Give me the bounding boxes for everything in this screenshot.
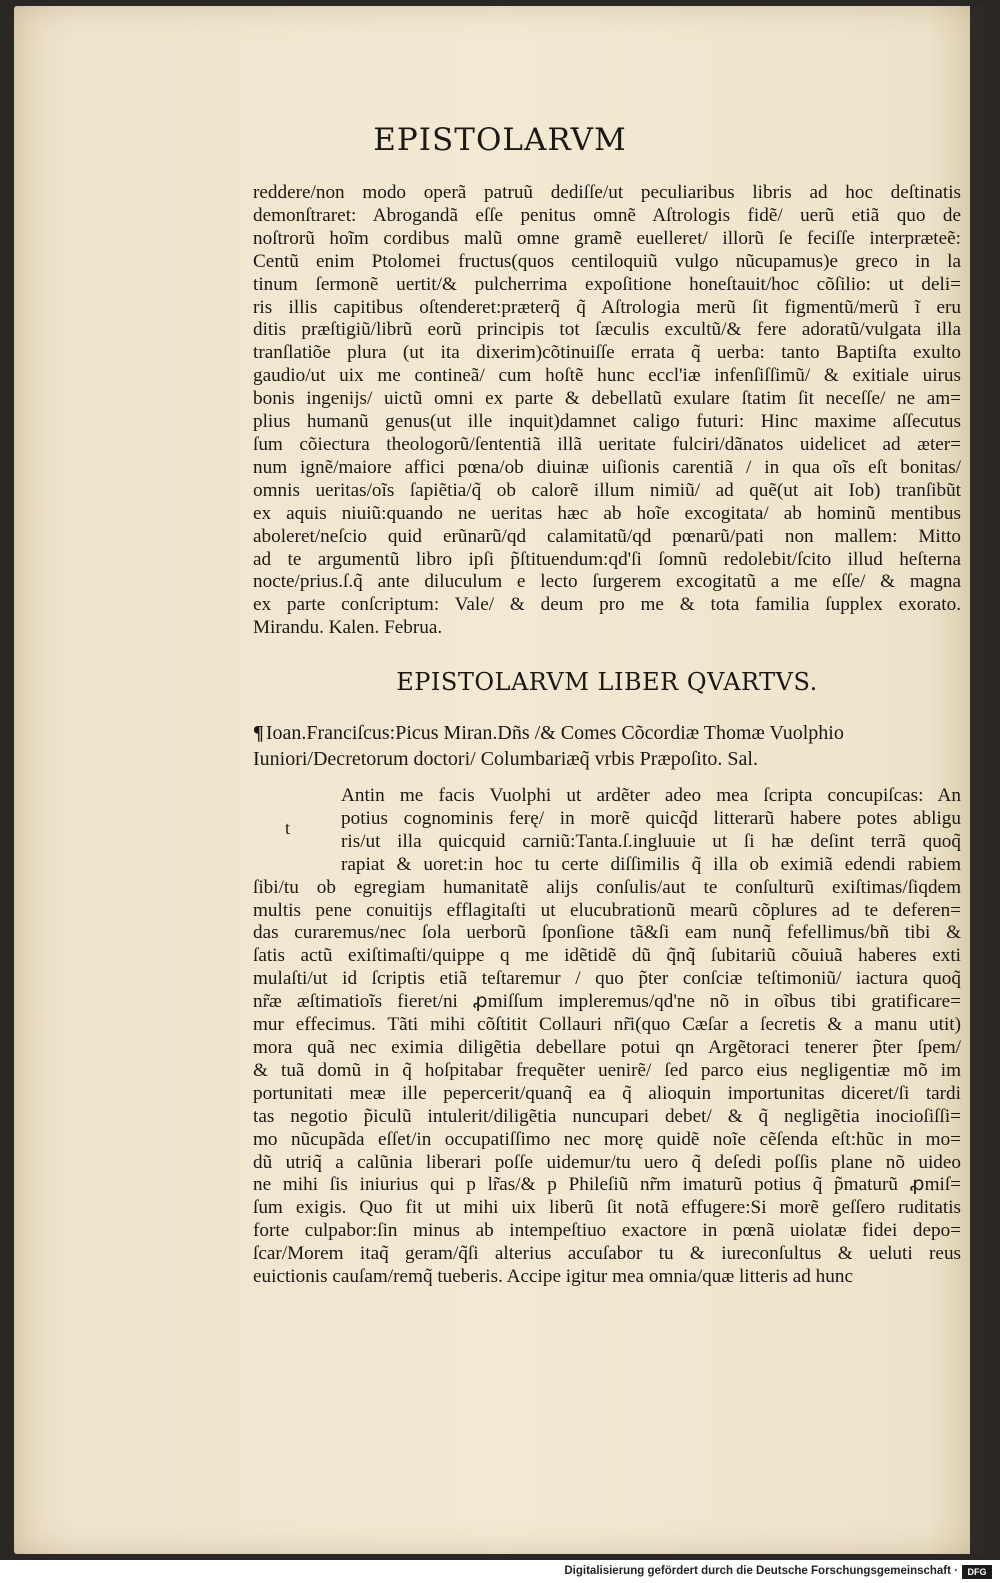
text-line: dũ utriq̃ a calũnia liberari poſſe uidemur/tu uero q̃ deſedi poſſis plane nõ uideo <box>253 1151 961 1173</box>
address-line-1 <box>253 720 961 746</box>
text-line: ſatis actũ exiſtimaſti/quippe q me idẽtidẽ dũ q̃nq̃ ſubitariũ cõuiuã haberes exti <box>253 945 961 967</box>
text-line: demonſtraret: Abrogandã eſſe penitus omnẽ Aſtrologis fidẽ/ uerũ etiã quo de <box>253 204 961 226</box>
text-line: Mirandu. Kalen. Februa. <box>253 617 443 639</box>
text-line: Centũ enim Ptolomei fructus(quos centiloquiũ vulgo nũcupamus)e greco in la <box>253 250 961 272</box>
text-line: mo nũcupãda eſſet/in occupatiſſimo nec morę quidẽ noĩe cẽſenda eſt:hũc in mo= <box>253 1128 961 1150</box>
text-line: multis pene conuitijs efflagitaſti ut elucubrationũ mearũ cõplures ad te deferen= <box>253 899 961 921</box>
text-line: num ignẽ/maiore affici pœna/ob diuinæ uiſionis carentiã / in qua oĩs eſt bonitas/ <box>253 456 961 478</box>
text-line: ne mihi ſis iniurius qui p lr̃as/& p Phileſiũ nr̃m imaturũ potius q̃ p̃maturũ ꝓmiſ= <box>253 1174 961 1196</box>
text-line: ſum cõiectura theologorũ/ſententiã illã ueritate fulciri/dãnatos uidelicet ad æter= <box>253 433 961 455</box>
text-line: portunitati meæ ille pepercerit/quanq̃ ea q̃ alioquin importunitas diceret/ſi tardi <box>253 1082 961 1104</box>
book-heading: EPISTOLARVM LIBER QVARTVS. <box>396 668 818 696</box>
text-line: ditis præſtigiũ/librũ eorũ principis tot ſæculis excultũ/& fere adoratũ/vulgata illa <box>253 319 961 341</box>
text-line: mur effecimus. Tãti mihi cõſtitit Collauri nr̃i(quo Cæſar a ſecretis & a manu utit) <box>253 1014 961 1036</box>
letter-address <box>253 720 961 772</box>
text-line: mora quã nec eximia diligẽtia debellare potui qn Argẽtoraci tenerer p̃ter ſpem/ <box>253 1036 961 1058</box>
text-line: tas negotio p̃iculũ intulerit/diligẽtia nuncupari debet/ & q̃ negligẽtia inocioſiſſi= <box>253 1105 961 1127</box>
text-line: ris illis capitibus oſtenderet:præterq̃ q̃ Aſtrologia merũ ſit figmentũ/merũ ĩ eru <box>253 296 961 318</box>
text-line: ſum exigis. Quo fit ut mihi uix liberũ ſit notã effugere:Si morẽ geſſero ruditatis <box>253 1197 961 1219</box>
text-line: bonis ingenijs/ uictũ omni ex parte & debellatũ exulare ſtatim ſit neceſſe/ ne am= <box>253 388 961 410</box>
dfg-logo-icon: DFG <box>962 1565 992 1579</box>
text-line: noſtrorũ hoĩm cordibus malũ omne gramẽ euelleret/ illorũ ſe feciſſe interpræteẽ: <box>253 227 961 249</box>
address-line-1-text: Ioan.Franciſcus:Picus Miran.Dñs /& Comes Cõcordiæ Thomæ Vuolphio <box>265 722 844 744</box>
text-line: ſcar/Morem itaq̃ geram/q̃ſi alterius accuſabor tu & iureconſultus & ueluti reus <box>253 1243 961 1265</box>
running-head: EPISTOLARVM <box>373 122 627 158</box>
text-line: das curaremus/nec ſola uerborũ ſponſione tã&ſi eam nunq̃ fefellimus/bñ tibi & <box>253 922 961 944</box>
text-line: tranſlatiõe plura (ut ita dixerim)cõtinuiſſe errata q̃ uerba: tanto Baptiſta exulto <box>253 342 961 364</box>
text-line: nr̃æ æſtimatioĩs fieret/ni ꝓmiſſum impleremus/qd'ne nõ in oĩbus tibi gratificare= <box>253 991 961 1013</box>
page-edge <box>970 6 984 1554</box>
pilcrow-icon: ¶ <box>253 722 264 744</box>
text-line: aboleret/neſcio quid erũnarũ/qd calamitatũ/qd pœnarũ/pati non mallem: Mitto <box>253 525 961 547</box>
address-line-2: Iuniori/Decretorum doctori/ Columbariæq̃ vrbis Præpoſito. Sal. <box>253 748 758 770</box>
text-line: tinum ſermonẽ uertit/& pulcherrima expoſitione honeſtauit/hoc cõſilio: ut deli= <box>253 273 961 295</box>
text-line: ex aquis niuiũ:quando ne ueritas hæc ab hoĩe excogitata/ ab hominũ mentibus <box>253 502 961 524</box>
text-line: reddere/non modo operã patruũ dediſſe/ut peculiaribus libris ad hoc deſtinatis <box>253 182 961 203</box>
digitization-credit: Digitalisierung gefördert durch die Deutsche Forschungsgemeinschaft · <box>564 1565 958 1577</box>
text-line: potius cognominis ferę/ in morẽ quicq̃d litterarũ habere potes abligu <box>341 807 961 829</box>
margin-mark: t <box>285 818 291 838</box>
text-line: & tuã domũ in q̃ hoſpitabar frequẽter uenirẽ/ ſed parco eius negligentiæ mõ im <box>253 1059 961 1081</box>
text-line: forte culpabor:ſin minus ab intempeſtiuo exactore in pœnã uiolatæ fidei depo= <box>253 1220 961 1242</box>
text-line: omnis ueritas/oĩs ſapiẽtia/q̃ ob calorẽ illum nimiũ/ ad quẽ(ut ait Iob) tranſibũt <box>253 479 961 501</box>
text-line: ad te argumentũ libro ipſi p̃ſtituendum:qd'ſi ſomnũ redolebit/ſcito illud heſterna <box>253 548 961 570</box>
letter-body <box>253 785 961 1289</box>
text-line: plius humanũ genus(ut ille inquit)damnet caligo futuri: Hinc maxime aſſecutus <box>253 411 961 433</box>
text-line: ſibi/tu ob egregiam humanitatẽ alijs conſulis/aut te conſulturũ exiſtimas/ſiqdem <box>253 876 961 898</box>
text-line: Antin me facis Vuolphi ut ardẽter adeo mea ſcripta concupiſcas: An <box>341 785 961 806</box>
text-line: ris/ut illa quicquid carniũ:Tanta.ſ.ingluuie ut ſi hæ deſint terrã quoq̃ <box>341 830 961 852</box>
text-line: euictionis cauſam/remq̃ tueberis. Accipe igitur mea omnia/quæ litteris ad hunc <box>253 1266 853 1288</box>
text-line: rapiat & uoret:in hoc tu certe diſſimilis q̃ illa ob eximiã edendi rabiem <box>341 853 961 875</box>
text-line: nocte/prius.ſ.q̃ ante diluculum e lecto ſurgerem excogitatũ a me eſſe/ & magna <box>253 571 961 593</box>
text-line: ex parte conſcriptum: Vale/ & deum pro me & tota familia ſupplex exorato. <box>253 594 961 616</box>
text-line: gaudio/ut uix me contineã/ cum hoſtẽ hunc eccl'iæ infenſiſſimũ/ & exitiale uirus <box>253 365 961 387</box>
epistle-closing-paragraph <box>253 182 961 640</box>
text-line: mulaſti/ut id ſcriptis etiã teſtaremur / quo p̃ter conſciæ teſtimoniũ/ iactura quoq̃ <box>253 968 961 990</box>
